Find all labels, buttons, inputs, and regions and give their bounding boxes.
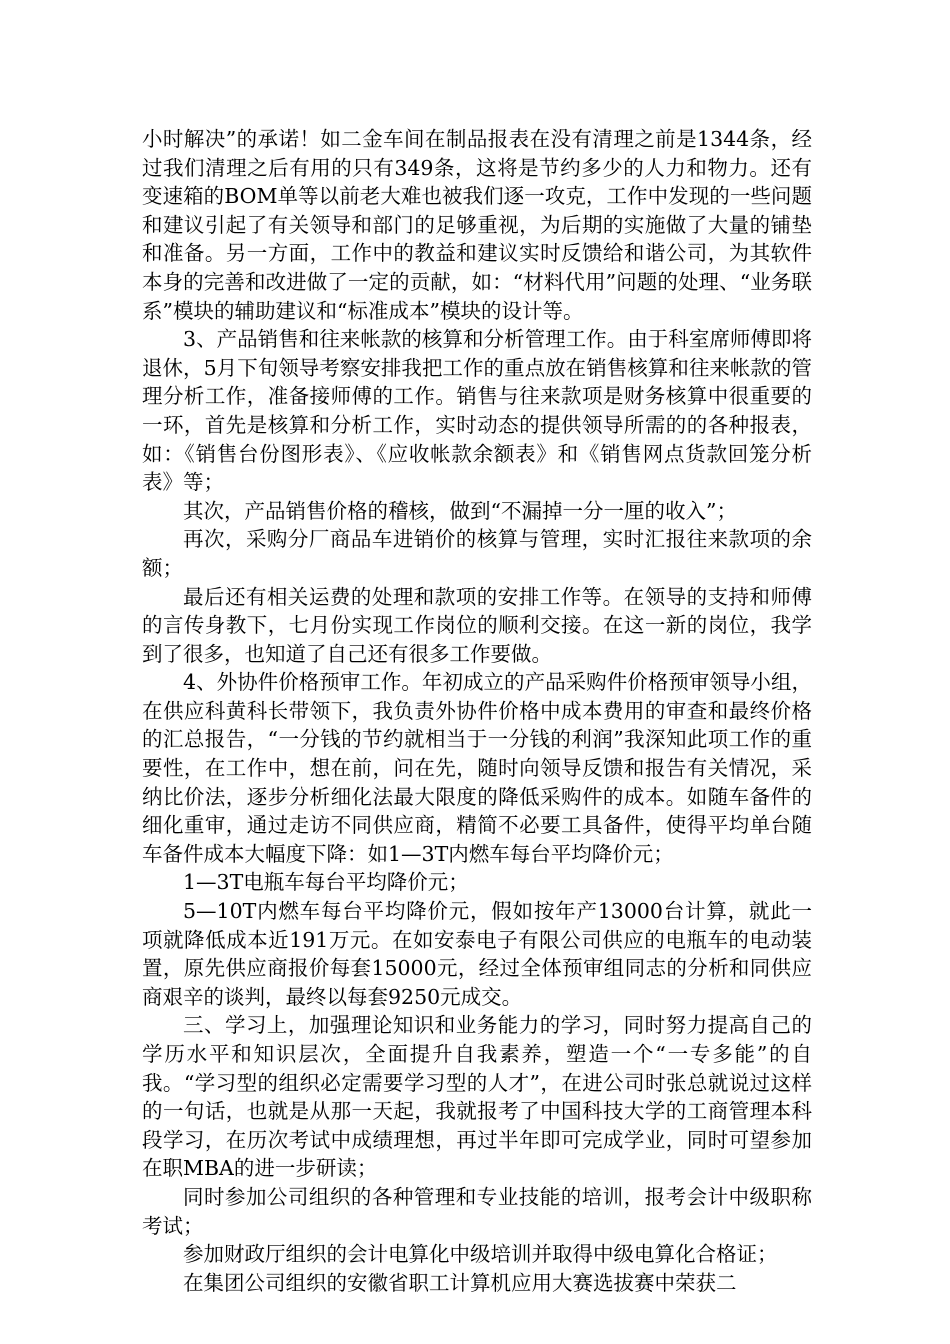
paragraph: 其次，产品销售价格的稽核，做到“不漏掉一分一厘的收入”； <box>183 498 737 523</box>
paragraph: 5—10T内燃车每台平均降价元，假如按年产13000台计算，就此一项就降低成本近191万元。在如安泰电子有限公司供应的电瓶车的电动装置，原先供应商报价每套15000元，经过全体预审组同志的分析和同供应商艰辛的谈判，最终以每套9250元成交。 <box>142 899 812 1009</box>
paragraph: 再次，采购分厂商品车进销价的核算与管理，实时汇报往来款项的余额； <box>142 527 812 580</box>
paragraph: 3、产品销售和往来帐款的核算和分析管理工作。由于科室席师傅即将退休，5月下旬领导考察安排我把工作的重点放在销售核算和往来帐款的管理分析工作，准备接师傅的工作。销售与往来款项是财务核算中很重要的一环，首先是核算和分析工作，实时动态的提供领导所需的的各种报表，如：《销售台份图形表》、《应收帐款余额表》和《销售网点货款回笼分析表》等； <box>142 327 812 495</box>
paragraph: 同时参加公司组织的各种管理和专业技能的培训，报考会计中级职称考试； <box>142 1184 812 1238</box>
paragraph: 小时解决”的承诺！如二金车间在制品报表在没有清理之前是1344条，经过我们清理之后有用的只有349条，这将是节约多少的人力和物力。还有变速箱的BOM单等以前老大难也被我们逐一攻克，工作中发现的一些问题和建议引起了有关领导和部门的足够重视，为后期的实施做了大量的铺垫和准备。另一方面，工作中的教益和建议实时反馈给和谐公司，为其软件本身的完善和改进做了一定的贡献，如：“材料代用”问题的处理、“业务联系”模块的辅助建议和“标准成本”模块的设计等。 <box>142 127 812 323</box>
paragraph: 参加财政厅组织的会计电算化中级培训并取得中级电算化合格证； <box>183 1242 778 1267</box>
paragraph: 最后还有相关运费的处理和款项的安排工作等。在领导的支持和师傅的言传身教下，七月份实现工作岗位的顺利交接。在这一新的岗位，我学到了很多，也知道了自己还有很多工作要做。 <box>142 584 812 666</box>
paragraph: 在集团公司组织的安徽省职工计算机应用大赛选拔赛中荣获二 <box>183 1270 737 1295</box>
document-body <box>142 125 812 1297</box>
paragraph: 4、外协件价格预审工作。年初成立的产品采购件价格预审领导小组，在供应科黄科长带领下，我负责外协件价格中成本费用的审查和最终价格的汇总报告，“一分钱的节约就相当于一分钱的利润”我深知此项工作的重要性，在工作中，想在前，问在先，随时向领导反馈和报告有关情况，采纳比价法，逐步分析细化法最大限度的降低采购件的成本。如随车备件的细化重审，通过走访不同供应商，精简不必要工具备件，使得平均单台随车备件成本大幅度下降：如1—3T内燃车每台平均降价元； <box>142 670 812 866</box>
paragraph: 1—3T电瓶车每台平均降价元； <box>183 870 469 895</box>
paragraph: 三、学习上，加强理论知识和业务能力的学习，同时努力提高自己的学历水平和知识层次，全面提升自我素养，塑造一个“一专多能”的自我。“学习型的组织必定需要学习型的人才”，在进公司时张总就说过这样的一句话，也就是从那一天起，我就报考了中国科技大学的工商管理本科段学习，在历次考试中成绩理想，再过半年即可完成学业，同时可望参加在职MBA的进一步研读； <box>142 1013 812 1181</box>
